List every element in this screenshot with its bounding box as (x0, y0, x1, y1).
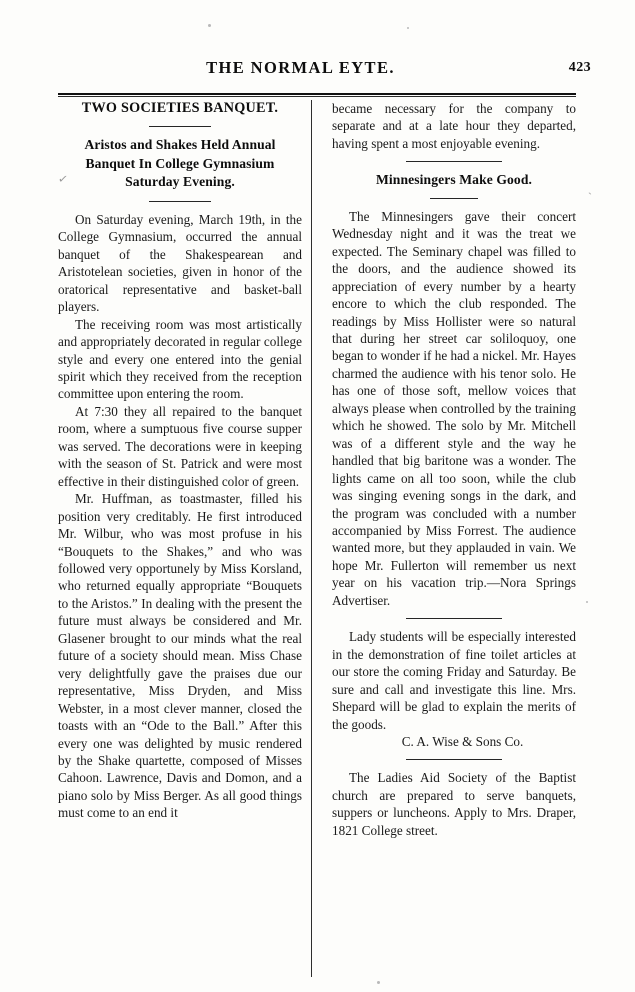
scan-speck (377, 981, 380, 984)
section-heading-minnesingers: Minnesingers Make Good. (376, 172, 532, 188)
paragraph: Mr. Huffman, as toastmaster, filled his position very creditably. He first introduced Mr. Wilbur, who was most profuse in his “Bouquets to the Shakes,” and who was followed very opportunely by Miss Korsland, who returned equally appropriate “Bouquets to the Aristos.” In dealing with the present the future must always be considered and Mr. Glasener brought to our minds what the real future of a society should mean. Miss Chase very delightfully gave the praises due our representative, Miss Dryden, and Miss Webster, in a most clever manner, closed the toasts with an “Ode to the Ball.” After this every one was delighted by music rendered by the Shake quartette, composed of Misses Cahoon. Lawrence, Davis and Domon, and a piano solo by Miss Berger. As all good things must come to an end it (58, 491, 302, 821)
column-divider-rule (311, 100, 312, 977)
publication-title: THE NORMAL EYTE. (206, 58, 395, 77)
masthead-rule-thin (58, 96, 576, 97)
masthead-rule (58, 93, 576, 97)
paragraph-continuation: became necessary for the company to separate and at a late hour they departed, having spent a most enjoyable evening. (332, 101, 576, 151)
scan-speck (586, 601, 588, 603)
right-column (332, 100, 576, 839)
article-subhead: Aristos and Shakes Held Annual Banquet In College Gymnasium Saturday Evening. (84, 137, 276, 190)
section-divider-rule (406, 161, 502, 162)
scan-speck (407, 27, 409, 29)
subhead-divider-rule (149, 201, 211, 202)
scan-speck (208, 24, 211, 27)
section-heading-divider-rule (430, 198, 478, 199)
paragraph: The Minnesingers gave their concert Wednesday night and it was the treat we expected. The Seminary chapel was filled to the doors, and the audience showed its appreciation of every number by a hearty encore to which the club responded. The readings by Miss Hollister were so natural that during her street car soliloquoy, one began to wonder if he had a nickel. Mr. Hayes charmed the audience with his tenor solo. He has one of those soft, mellow voices that always please when controlled by the training which he showed. The solo by Mr. Mitchell was of a different style and the way he handled that big baritone was a wonder. The lights came on all too soon, while the club was singing evening songs in the dark, and the program was concluded with a number accompanied by Miss Forrest. The audience wanted more, but they applauded in vain. We hope Mr. Fullerton will remember us next year on his vacation trip.—Nora Springs Advertiser. (332, 208, 576, 608)
page-number: 423 (568, 60, 591, 75)
paragraph: On Saturday evening, March 19th, in the College Gymnasium, occurred the annual banquet of the Shakespearean and Aristotelean societies, given in honor of the oratorical representative and basket-ball players. (58, 211, 302, 315)
article-headline: TWO SOCIETIES BANQUET. (81, 100, 279, 116)
advertisement-divider-rule (406, 759, 502, 760)
advertisement-signature: C. A. Wise & Sons Co. (401, 733, 524, 749)
advertisement-body: The Ladies Aid Society of the Baptist church are prepared to serve banquets, suppers or luncheons. Apply to Mrs. Draper, 1821 College street. (332, 770, 576, 838)
scan-artifact-mark: ` (588, 190, 592, 204)
masthead-rule-thick (58, 93, 576, 95)
paragraph: At 7:30 they all repaired to the banquet room, where a sumptuous five course supper was served. The decorations were in keeping with the season of St. Patrick and were most effective in their distinguished color of green. (58, 403, 302, 489)
headline-divider-rule (149, 126, 211, 127)
scan-artifact-check: ✓ (57, 171, 70, 187)
paragraph: The receiving room was most artistically and appropriately decorated in regular college style and every one entered into the genial spirit which they received from the reception committee upon entering the room. (58, 316, 302, 402)
advertisement-divider-rule (406, 618, 502, 619)
advertisement-body: Lady students will be especially interested in the demonstration of fine toilet articles at our store the coming Friday and Saturday. Be sure and call and investigate this line. Mrs. Shepard will be glad to explain the merits of the goods. (332, 629, 576, 732)
left-column (58, 100, 302, 822)
masthead (0, 58, 635, 86)
